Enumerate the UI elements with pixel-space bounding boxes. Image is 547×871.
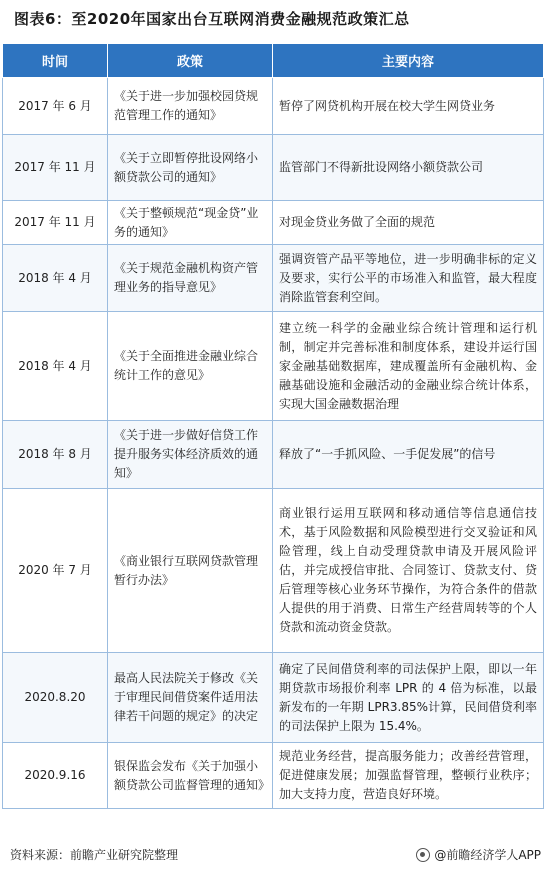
- table-row: [3, 245, 544, 312]
- cell-content: 对现金贷业务做了全面的规范: [273, 201, 544, 245]
- cell-content: 商业银行运用互联网和移动通信等信息通信技术，基于风险数据和风险模型进行交叉验证和风险管理，线上自动受理贷款申请及开展风险评估，并完成授信审批、合同签订、贷款支付、贷后管理等核心业务环节操作，为符合条件的借款人提供的用于消费、日常生产经营周转等的个人贷款和流动资金贷款。: [273, 489, 544, 653]
- cell-policy: 最高人民法院关于修改《关于审理民间借贷案件适用法律若干问题的规定》的决定: [108, 653, 273, 743]
- table-row: [3, 78, 544, 135]
- cell-content: 暂停了网贷机构开展在校大学生网贷业务: [273, 78, 544, 135]
- cell-time: 2018 年 8 月: [3, 421, 108, 489]
- table-row: [3, 312, 544, 421]
- table-header-row: [3, 44, 544, 78]
- cell-time: 2017 年 11 月: [3, 201, 108, 245]
- cell-policy: 《关于立即暂停批设网络小额贷款公司的通知》: [108, 135, 273, 201]
- cell-policy: 银保监会发布《关于加强小额贷款公司监督管理的通知》: [108, 743, 273, 809]
- cell-policy: 《关于全面推进金融业综合统计工作的意见》: [108, 312, 273, 421]
- cell-time: 2017 年 6 月: [3, 78, 108, 135]
- cell-time: 2020 年 7 月: [3, 489, 108, 653]
- policy-table: [2, 43, 544, 809]
- table-row: [3, 489, 544, 653]
- cell-policy: 《关于整顿规范“现金贷”业务的通知》: [108, 201, 273, 245]
- table-row: [3, 201, 544, 245]
- table-row: [3, 421, 544, 489]
- cell-content: 规范业务经营，提高服务能力；改善经营管理，促进健康发展；加强监督管理，整顿行业秩序；加大支持力度，营造良好环境。: [273, 743, 544, 809]
- cell-policy: 《关于进一步做好信贷工作提升服务实体经济质效的通知》: [108, 421, 273, 489]
- header-content: 主要内容: [273, 44, 544, 78]
- cell-time: 2020.9.16: [3, 743, 108, 809]
- cell-content: 监管部门不得新批设网络小额贷款公司: [273, 135, 544, 201]
- page-title: 图表6：至2020年国家出台互联网消费金融规范政策汇总: [14, 10, 410, 28]
- cell-policy: 《商业银行互联网贷款管理暂行办法》: [108, 489, 273, 653]
- cell-time: 2018 年 4 月: [3, 312, 108, 421]
- cell-time: 2018 年 4 月: [3, 245, 108, 312]
- header-policy: 政策: [108, 44, 273, 78]
- cell-policy: 《关于进一步加强校园贷规范管理工作的通知》: [108, 78, 273, 135]
- cell-policy: 《关于规范金融机构资产管理业务的指导意见》: [108, 245, 273, 312]
- cell-content: 释放了“一手抓风险、一手促发展”的信号: [273, 421, 544, 489]
- table-row: [3, 743, 544, 809]
- brand-label: @前瞻经济学人APP: [434, 848, 541, 862]
- cell-content: 强调资管产品平等地位，进一步明确非标的定义及要求，实行公平的市场准入和监管，最大程度消除监管套利空间。: [273, 245, 544, 312]
- table-row: [3, 135, 544, 201]
- cell-content: 确定了民间借贷利率的司法保护上限，即以一年期贷款市场报价利率 LPR 的 4 倍为标准，以最新发布的一年期 LPR3.85%计算，民间借贷利率的司法保护上限为 15.4%。: [273, 653, 544, 743]
- brand-logo-icon: [416, 848, 430, 862]
- table-row: [3, 653, 544, 743]
- header-time: 时间: [3, 44, 108, 78]
- source-note: 资料来源：前瞻产业研究院整理: [10, 848, 179, 862]
- cell-content: 建立统一科学的金融业综合统计管理和运行机制，制定并完善标准和制度体系，建设并运行国家金融基础数据库，建成覆盖所有金融机构、金融基础设施和金融活动的金融业综合统计体系，实现大国金融数据治理: [273, 312, 544, 421]
- cell-time: 2020.8.20: [3, 653, 108, 743]
- cell-time: 2017 年 11 月: [3, 135, 108, 201]
- brand-credit: [416, 846, 541, 863]
